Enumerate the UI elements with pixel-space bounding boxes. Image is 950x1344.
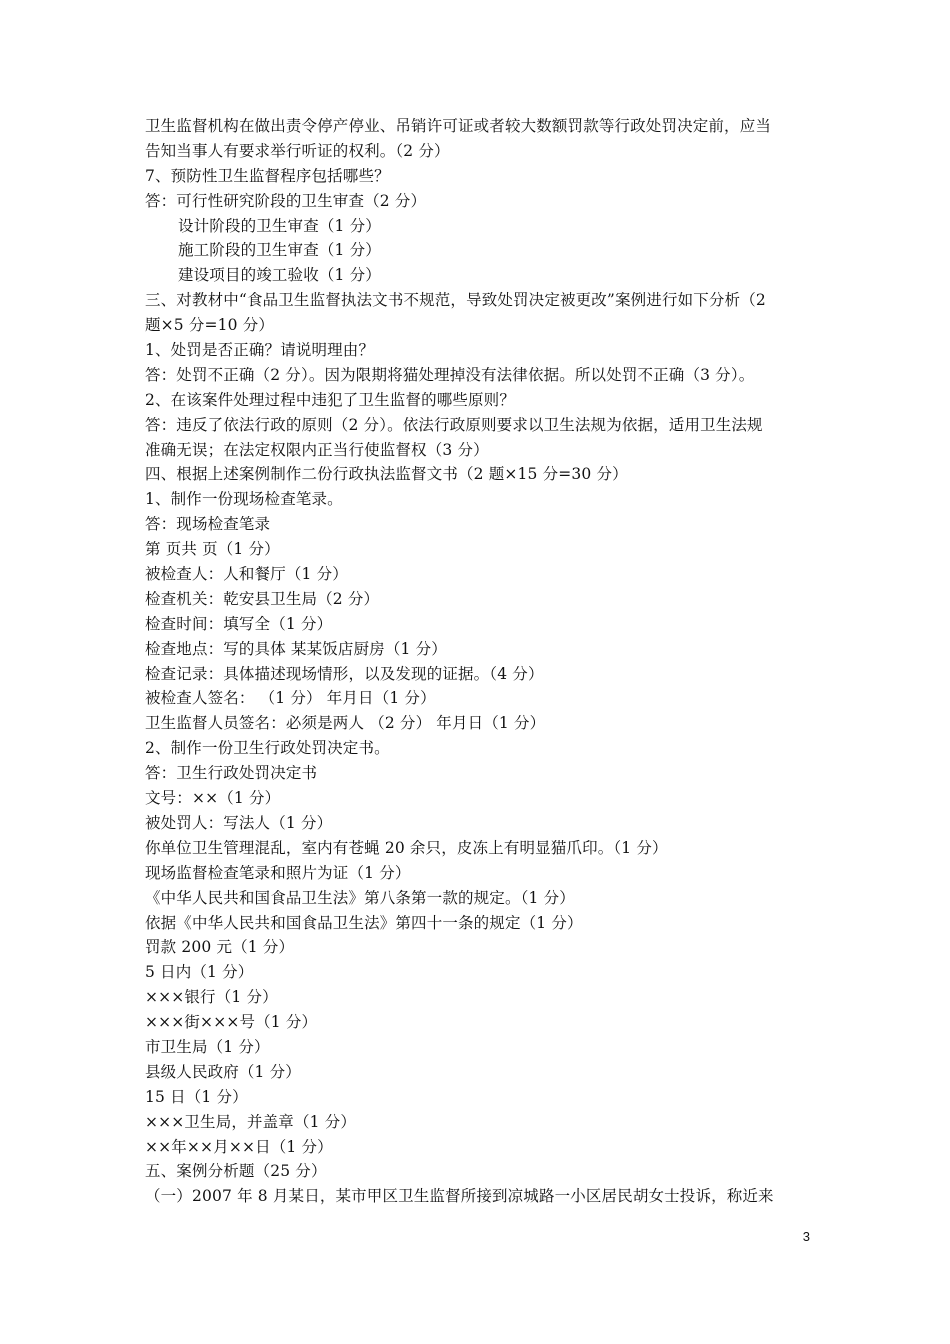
text-line: 15 日（1 分） xyxy=(145,1087,248,1106)
text-line: 答：卫生行政处罚决定书 xyxy=(145,764,318,783)
text-line: 检查地点：写的具体 某某饭店厨房（1 分） xyxy=(145,639,447,658)
text-line: 7、预防性卫生监督程序包括哪些？ xyxy=(145,166,390,185)
text-line: 四、根据上述案例制作二份行政执法监督文书（2 题×15 分=30 分） xyxy=(145,465,628,484)
text-line: 1、处罚是否正确？请说明理由？ xyxy=(145,341,375,360)
text-line: 检查时间：填写全（1 分） xyxy=(145,614,333,633)
text-line: 被处罚人：写法人（1 分） xyxy=(145,813,333,832)
text-line: 文号：××（1 分） xyxy=(145,789,281,808)
text-line: 建设项目的竣工验收（1 分） xyxy=(178,266,381,285)
text-line: 三、对教材中“食品卫生监督执法文书不规范，导致处罚决定被更改”案例进行如下分析（2 xyxy=(145,291,766,310)
text-line: 被检查人签名： （1 分） 年月日（1 分） xyxy=(145,689,436,708)
text-line: 5 日内（1 分） xyxy=(145,963,254,982)
text-line: 答：可行性研究阶段的卫生审查（2 分） xyxy=(145,191,427,210)
text-line: ×××街×××号（1 分） xyxy=(145,1013,318,1032)
text-line: 检查机关：乾安县卫生局（2 分） xyxy=(145,589,380,608)
text-line: 县级人民政府（1 分） xyxy=(145,1062,301,1081)
text-line: 卫生监督机构在做出责令停产停业、吊销许可证或者较大数额罚款等行政处罚决定前，应当 xyxy=(145,117,772,135)
text-line: ××年××月××日（1 分） xyxy=(145,1137,333,1156)
text-line: 检查记录：具体描述现场情形，以及发现的证据。（4 分） xyxy=(145,664,544,683)
text-line: 告知当事人有要求举行听证的权利。（2 分） xyxy=(145,141,450,160)
text-line: 答：处罚不正确（2 分）。因为限期将猫处理掉没有法律依据。所以处罚不正确（3 分）。 xyxy=(145,365,755,384)
text-line: 1、制作一份现场检查笔录。 xyxy=(145,490,343,509)
text-line: 答：现场检查笔录 xyxy=(145,515,271,534)
text-line: 2、在该案件处理过程中违犯了卫生监督的哪些原则？ xyxy=(145,390,515,409)
text-line: 准确无误；在法定权限内正当行使监督权（3 分） xyxy=(145,440,489,459)
text-line: 罚款 200 元（1 分） xyxy=(145,938,295,957)
document-body xyxy=(145,114,810,1209)
text-line: ×××银行（1 分） xyxy=(145,988,278,1007)
text-line: 《中华人民共和国食品卫生法》第八条第一款的规定。（1 分） xyxy=(145,888,575,907)
text-line: 市卫生局（1 分） xyxy=(145,1037,270,1056)
page-number: 3 xyxy=(802,1229,810,1244)
text-line: 现场监督检查笔录和照片为证（1 分） xyxy=(145,863,411,882)
text-line: 依据《中华人民共和国食品卫生法》第四十一条的规定（1 分） xyxy=(145,913,583,932)
text-line: 被检查人：人和餐厅（1 分） xyxy=(145,565,348,584)
text-line: 你单位卫生管理混乱，室内有苍蝇 20 余只，皮冻上有明显猫爪印。（1 分） xyxy=(145,838,668,857)
text-line: 第 页共 页（1 分） xyxy=(145,540,280,559)
text-line: 设计阶段的卫生审查（1 分） xyxy=(178,216,381,235)
text-line: 施工阶段的卫生审查（1 分） xyxy=(178,241,381,260)
text-line: 答：违反了依法行政的原则（2 分）。依法行政原则要求以卫生法规为依据，适用卫生法规 xyxy=(145,415,763,434)
text-line: ×××卫生局，并盖章（1 分） xyxy=(145,1112,357,1131)
text-line: （一）2007 年 8 月某日，某市甲区卫生监督所接到凉城路一小区居民胡女士投诉，称近来 xyxy=(145,1187,774,1206)
text-line: 五、案例分析题（25 分） xyxy=(145,1162,327,1181)
text-line: 2、制作一份卫生行政处罚决定书。 xyxy=(145,739,390,758)
text-line: 卫生监督人员签名：必须是两人 （2 分） 年月日（1 分） xyxy=(145,714,546,733)
text-line: 题×5 分=10 分） xyxy=(145,316,275,335)
